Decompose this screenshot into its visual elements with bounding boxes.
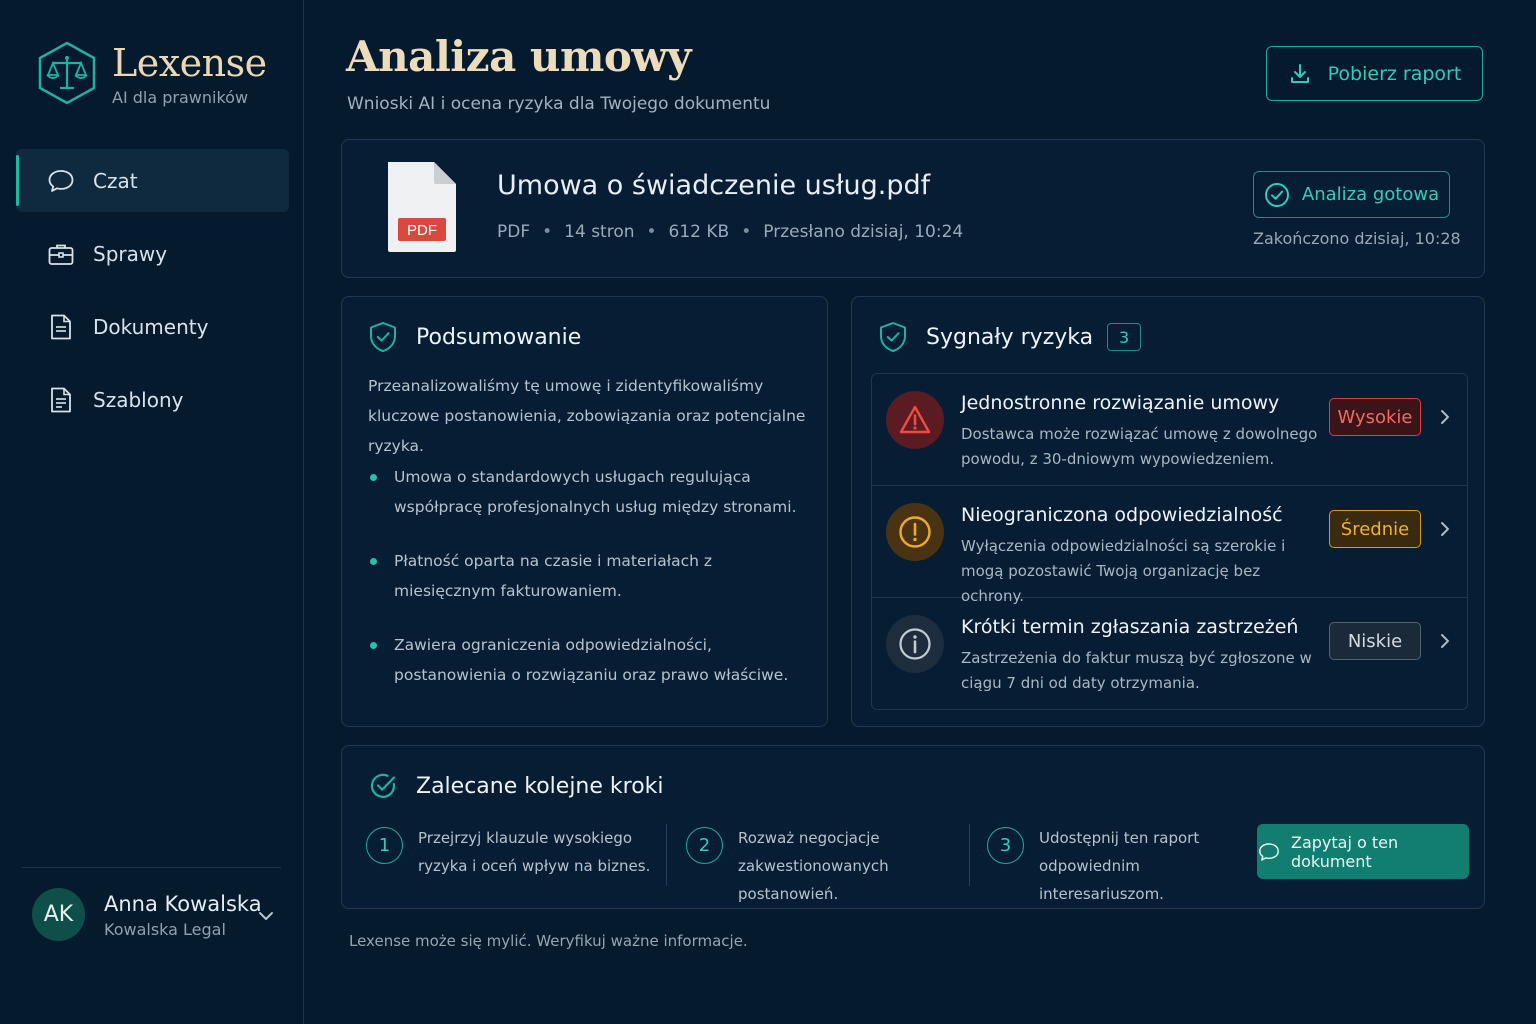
step-number: 2 — [686, 827, 723, 864]
sidebar-item-templates[interactable] — [16, 368, 289, 431]
sidebar-item-label: Sprawy — [93, 241, 168, 266]
chat-icon — [1257, 839, 1281, 865]
page-subtitle: Wnioski AI i ocena ryzyka dla Twojego dokumentu — [347, 94, 771, 114]
risk-item-desc: Wyłączenia odpowiedzialności są szerokie i mogą pozostawić Twoją organizację bez ochrony. — [961, 537, 1286, 605]
chevron-down-icon[interactable] — [256, 906, 276, 926]
risk-icon-wrap — [886, 391, 944, 449]
list-item: Płatność oparta na czasie i materiałach z miesięcznym fakturowaniem. — [368, 546, 798, 606]
risk-item-desc: Dostawca może rozwiązać umowę z dowolnego powodu, z 30-dniowym wypowiedzeniem. — [961, 425, 1318, 468]
document-meta — [497, 222, 963, 242]
step-divider — [666, 824, 667, 886]
summary-intro: Przeanalizowaliśmy tę umowę i zidentyfikowaliśmy kluczowe postanowienia, zobowiązania oraz potencjalne ryzyka. — [368, 377, 806, 455]
risk-item-medium[interactable] — [872, 486, 1467, 605]
risk-level-badge-low: Niskie — [1329, 622, 1421, 660]
chevron-right-icon[interactable] — [1435, 407, 1455, 427]
brand[interactable] — [36, 40, 267, 107]
check-circle-icon — [1264, 182, 1290, 208]
risk-item-title: Krótki termin zgłaszania zastrzeżeń — [961, 616, 1299, 638]
step-item — [686, 824, 974, 908]
risk-item-title: Nieograniczona odpowiedzialność — [961, 504, 1283, 526]
info-circle-icon — [897, 626, 933, 662]
ask-document-label: Zapytaj o ten dokument — [1290, 832, 1399, 871]
analysis-status-label: Analiza gotowa — [1301, 184, 1440, 205]
risk-item-desc: Zastrzeżenia do faktur muszą być zgłoszone w ciągu 7 dni od daty otrzymania. — [961, 649, 1312, 692]
step-text: Przejrzyj klauzule wysokiego ryzyka i oceń wpływ na biznes. — [418, 829, 651, 875]
meta-separator: • — [542, 222, 553, 242]
risk-item-high[interactable] — [872, 374, 1467, 486]
risk-title: Sygnały ryzyka — [926, 324, 1094, 350]
risk-item-low[interactable] — [872, 598, 1467, 709]
list-item: Umowa o standardowych usługach regulująca współpracę profesjonalnych usług między stronami. — [368, 462, 798, 522]
document-card — [341, 139, 1485, 278]
document-pages: 14 stron — [564, 222, 635, 242]
step-number: 1 — [366, 827, 403, 864]
step-text: Rozważ negocjacje zakwestionowanych postanowień. — [738, 829, 889, 903]
avatar: AK — [32, 888, 85, 941]
scales-hexagon-icon — [36, 40, 98, 106]
step-divider — [969, 824, 970, 886]
main-content — [305, 0, 1536, 1024]
document-name: Umowa o świadczenie usług.pdf — [497, 170, 931, 201]
user-name: Anna Kowalska — [104, 891, 262, 916]
document-type: PDF — [497, 222, 531, 242]
step-text: Udostępnij ten raport odpowiednim interesariuszom. — [1039, 829, 1200, 903]
disclaimer: Lexense może się mylić. Weryfikuj ważne informacje. — [349, 932, 748, 950]
sidebar-divider — [22, 867, 281, 868]
brand-tagline: AI dla prawników — [112, 88, 249, 107]
step-item — [366, 824, 664, 880]
risk-list — [871, 373, 1468, 710]
sidebar-item-label: Dokumenty — [93, 314, 209, 339]
meta-separator: • — [741, 222, 752, 242]
analysis-completed-time: Zakończono dzisiaj, 10:28 — [1253, 229, 1461, 248]
summary-title: Podsumowanie — [416, 324, 582, 350]
document-size: 612 KB — [668, 222, 730, 242]
meta-separator: • — [646, 222, 657, 242]
pdf-file-icon — [384, 160, 458, 254]
user-firm: Kowalska Legal — [104, 919, 226, 939]
steps-title: Zalecane kolejne kroki — [416, 773, 664, 799]
risk-icon-wrap — [886, 503, 944, 561]
risk-level-badge-high: Wysokie — [1329, 398, 1421, 436]
sidebar-item-documents[interactable] — [16, 295, 289, 358]
next-steps-card — [341, 745, 1485, 909]
page-title: Analiza umowy — [346, 32, 691, 81]
summary-bullets — [368, 462, 798, 714]
brand-name: Lexense — [112, 41, 267, 85]
risk-icon-wrap — [886, 615, 944, 673]
ask-document-button[interactable] — [1257, 824, 1469, 879]
analysis-status-badge — [1253, 171, 1450, 218]
risk-item-title: Jednostronne rozwiązanie umowy — [961, 392, 1280, 414]
chat-icon — [46, 166, 76, 196]
warning-triangle-icon — [897, 402, 933, 438]
list-item: Zawiera ograniczenia odpowiedzialności, postanowienia o rozwiązaniu oraz prawo właściwe. — [368, 630, 798, 690]
sidebar-nav — [16, 149, 289, 441]
user-menu[interactable] — [32, 888, 282, 941]
step-item — [987, 824, 1259, 908]
risk-count-badge: 3 — [1107, 323, 1141, 351]
risk-signals-card — [851, 296, 1485, 727]
sidebar — [0, 0, 304, 1024]
shield-check-icon — [878, 321, 908, 353]
download-report-button[interactable] — [1266, 46, 1483, 101]
download-icon — [1288, 62, 1312, 86]
template-icon — [46, 385, 76, 415]
summary-card — [341, 296, 828, 727]
shield-check-icon — [368, 321, 398, 353]
risk-header — [878, 321, 1141, 353]
sidebar-item-chat[interactable] — [16, 149, 289, 212]
steps-header — [368, 770, 664, 802]
document-uploaded: Przesłano dzisiaj, 10:24 — [763, 222, 964, 242]
pdf-icon-label: PDF — [407, 222, 437, 239]
chevron-right-icon[interactable] — [1435, 631, 1455, 651]
sidebar-item-label: Czat — [93, 168, 138, 193]
download-report-label: Pobierz raport — [1327, 62, 1462, 85]
exclamation-circle-icon — [897, 514, 933, 550]
check-circle-icon — [368, 770, 398, 802]
chevron-right-icon[interactable] — [1435, 519, 1455, 539]
step-number: 3 — [987, 827, 1024, 864]
sidebar-item-cases[interactable] — [16, 222, 289, 285]
risk-level-badge-medium: Średnie — [1329, 510, 1421, 548]
document-icon — [46, 312, 76, 342]
sidebar-item-label: Szablony — [93, 387, 184, 412]
summary-header — [368, 321, 581, 353]
briefcase-icon — [46, 239, 76, 269]
